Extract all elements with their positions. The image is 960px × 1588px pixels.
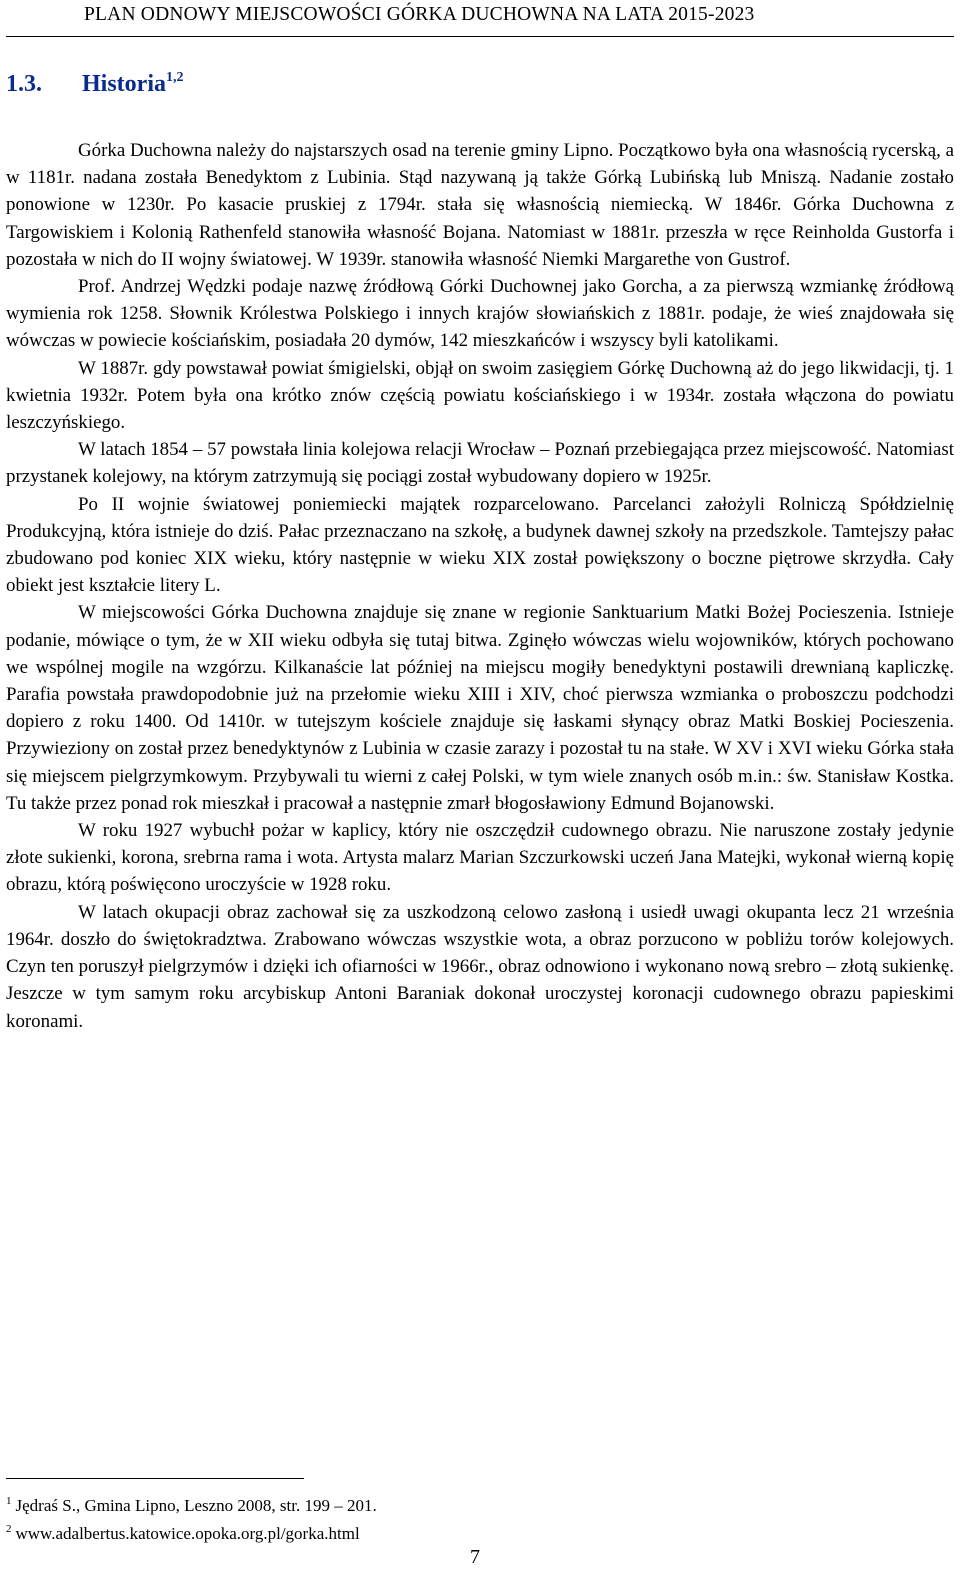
paragraph-7: W roku 1927 wybuchł pożar w kaplicy, który nie oszczędził cudownego obrazu. Nie naruszone zostały jedynie złote sukienki, korona, srebrna rama i wota. Artysta malarz Marian Szczurkowski uczeń Jana Matejki, wykonał wierną kopię obrazu, którą poświęcono uroczyście w 1928 roku. bbox=[6, 820, 954, 896]
body-text bbox=[6, 137, 954, 1035]
section-footnote-refs: 1,2 bbox=[166, 70, 184, 85]
footnote-rule bbox=[6, 1478, 304, 1479]
paragraph-8: W latach okupacji obraz zachował się za uszkodzoną celowo zasłoną i usiedł uwagi okupanta lecz 21 września 1964r. doszło do świętokradztwa. Zrabowano wówczas wszystkie wota, a obraz porzucono w pobliżu torów kolejowych. Czyn ten poruszył pielgrzymów i dzięki ich ofiarności w 1966r., obraz odnowiono i wykonano nową srebro – złotą sukienkę. Jeszcze w tym samym roku arcybiskup Antoni Baraniak dokonał uroczystej koronacji cudownego obrazu papieskimi koronami. bbox=[6, 901, 954, 1032]
footnote-1 bbox=[6, 1490, 377, 1518]
footnote-marker: 2 bbox=[6, 1522, 12, 1535]
running-header: PLAN ODNOWY MIEJSCOWOŚCI GÓRKA DUCHOWNA NA LATA 2015-2023 bbox=[84, 4, 755, 25]
paragraph-3: W 1887r. gdy powstawał powiat śmigielski, objął on swoim zasięgiem Górkę Duchowną aż do jego likwidacji, tj. 1 kwietnia 1932r. Potem była ona krótko znów częścią powiatu kościańskiego i w 1934r. została włączona do powiatu leszczyńskiego. bbox=[6, 357, 954, 434]
section-number: 1.3. bbox=[6, 71, 42, 97]
page-number: 7 bbox=[470, 1546, 480, 1568]
footnote-text: Jędraś S., Gmina Lipno, Leszno 2008, str. 199 – 201. bbox=[15, 1496, 377, 1515]
paragraph-4: W latach 1854 – 57 powstała linia kolejowa relacji Wrocław – Poznań przebiegająca przez miejscowość. Natomiast przystanek kolejowy, na którym zatrzymują się pociągi został wybudowany dopiero w 1925r. bbox=[6, 439, 954, 488]
section-title: Historia bbox=[82, 71, 166, 97]
header-rule bbox=[6, 36, 954, 37]
footnote-2 bbox=[6, 1518, 377, 1546]
paragraph-1: Górka Duchowna należy do najstarszych osad na terenie gminy Lipno. Początkowo była ona własnością rycerską, a w 1181r. nadana została Benedyktom z Lubinia. Stąd nazywaną ją także Górką Lubińską lub Mniszą. Nadanie zostało ponowione w 1230r. Po kasacie pruskiej z 1794r. stała się własnością niemiecką. W 1846r. Górka Duchowna z Targowiskiem i Kolonią Rathenfeld stanowiła własność Bojana. Natomiast w 1881r. przeszła w ręce Reinholda Gustorfa i pozostała w nich do II wojny światowej. W 1939r. stanowiła własność Niemki Margarethe von Gustrof. bbox=[6, 140, 954, 270]
section-heading bbox=[6, 70, 184, 98]
paragraph-6: W miejscowości Górka Duchowna znajduje się znane w regionie Sanktuarium Matki Bożej Pocieszenia. Istnieje podanie, mówiące o tym, że w XII wieku odbyła się tutaj bitwa. Zginęło wówczas wielu wojowników, których pochowano we wspólnej mogile na wzgórzu. Kilkanaście lat później na miejscu mogiły benedyktyni postawili drewnianą kapliczkę. Parafia powstała prawdopodobnie już na przełomie wieku XIII i XIV, choć pierwsza wzmianka o proboszczu podchodzi dopiero z roku 1400. Od 1410r. w tutejszym kościele znajduje się łaskami słynący obraz Matki Boskiej Pocieszenia. Przywieziony on został przez benedyktynów z Lubinia w czasie zarazy i pozostał tu na stałe. W XV i XVI wieku Górka stała się miejscem pielgrzymkowym. Przybywali tu wierni z całej Polski, w tym wiele znanych osób m.in.: św. Stanisław Kostka. Tu także przez ponad rok mieszkał i pracował a następnie zmarł błogosławiony Edmund Bojanowski. bbox=[6, 602, 954, 814]
footnote-marker: 1 bbox=[6, 1495, 12, 1507]
footnote-text: www.adalbertus.katowice.opoka.org.pl/gorka.html bbox=[15, 1523, 360, 1543]
paragraph-2: Prof. Andrzej Wędzki podaje nazwę źródłową Górki Duchownej jako Gorcha, a za pierwszą wzmiankę źródłową wymienia rok 1258. Słownik Królestwa Polskiego i innych krajów słowiańskich z 1881r. podaje, że wieś znajdowała się wówczas w powiecie kościańskim, posiadała 20 dymów, 142 mieszkańców i wszyscy byli katolikami. bbox=[6, 276, 954, 352]
paragraph-5: Po II wojnie światowej poniemiecki majątek rozparcelowano. Parcelanci założyli Rolniczą Spółdzielnię Produkcyjną, która istnieje do dziś. Pałac przeznaczano na szkołę, a budynek dawnej szkoły na przedszkole. Tamtejszy pałac zbudowano pod koniec XIX wieku, który następnie w wieku XIX został powiększony o boczne piętrowe skrzydła. Cały obiekt jest kształcie litery L. bbox=[6, 493, 954, 597]
footnotes bbox=[6, 1490, 377, 1545]
